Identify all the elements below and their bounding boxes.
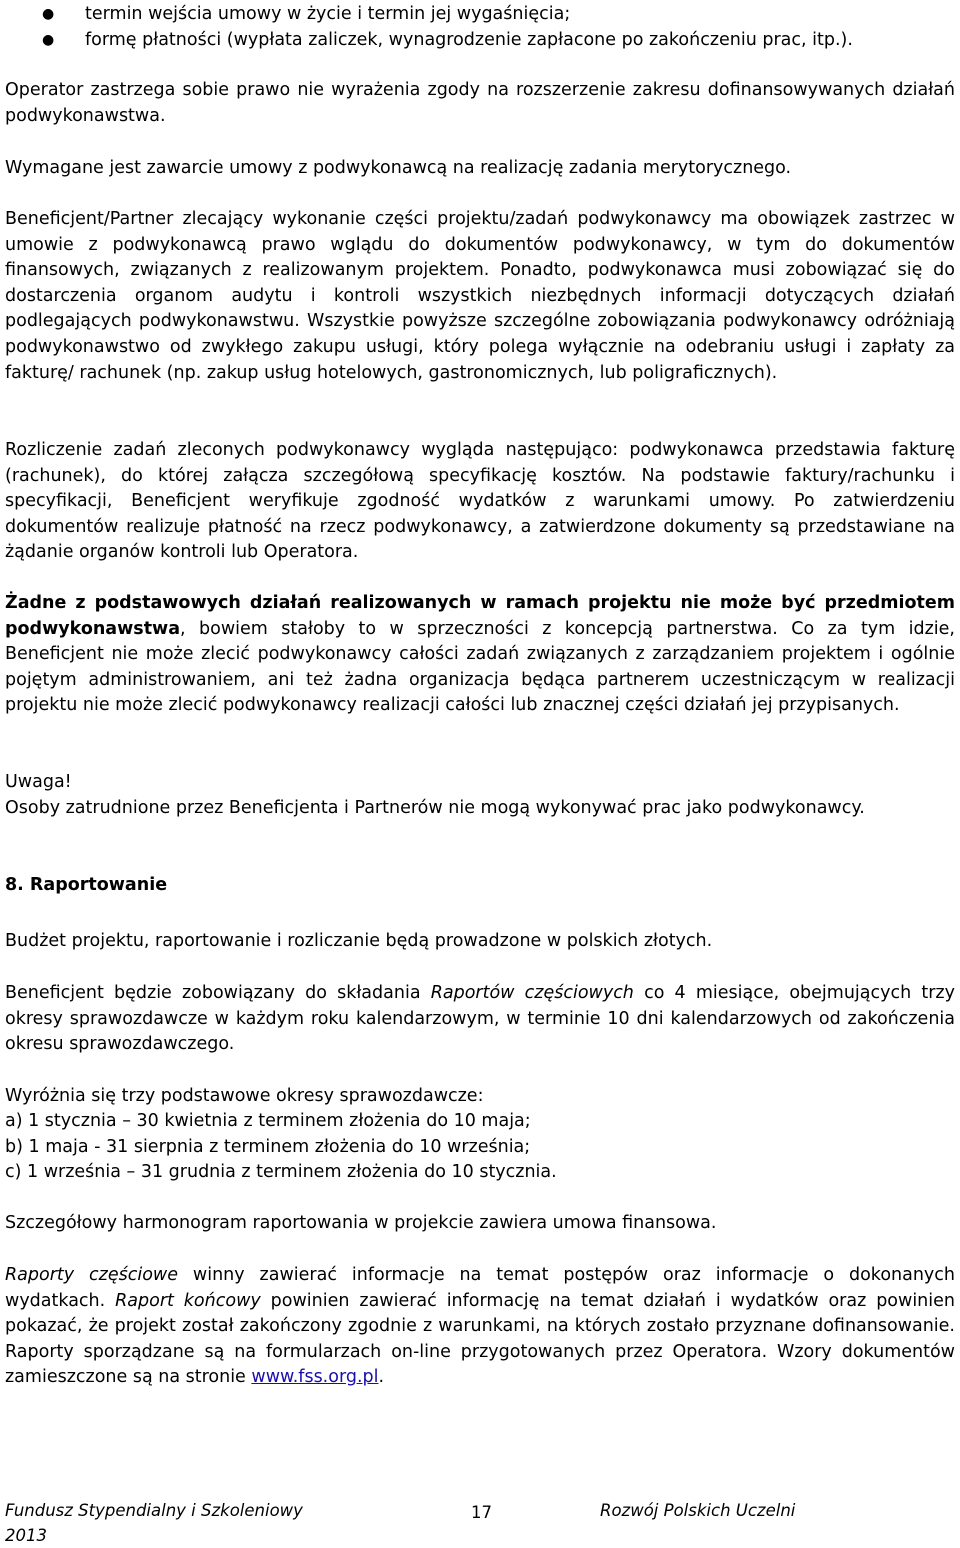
footer-fund-name: Fundusz Stypendialny i Szkoleniowy [5, 1501, 303, 1520]
page-footer [5, 1498, 955, 1546]
footer-program-name: Rozwój Polskich Uczelni [600, 1501, 796, 1520]
okres-item: c) 1 września – 31 grudnia z terminem złożenia do 10 stycznia. [5, 1162, 557, 1182]
okres-item: b) 1 maja - 31 sierpnia z terminem złożenia do 10 września; [5, 1137, 531, 1157]
footer-year: 2013 [5, 1526, 47, 1545]
paragraph-budzet: Budżet projektu, raportowanie i rozliczanie będą prowadzone w polskich złotych. [5, 931, 713, 951]
text-segment: Beneficjent będzie zobowiązany do składania [5, 983, 431, 1003]
text-segment: winny zawierać informacje na temat postępów oraz informacje o dokonanych wydatkach. [5, 1265, 956, 1311]
paragraph-zadne-rest: , bowiem stałoby to w sprzeczności z koncepcją partnerstwa. Co za tym idzie, Beneficjent nie może zlecić podwykonawcy całości zadań związanych z zarządzaniem projektem i ogólnie pojętym administrowaniem, ani też żadna organizacja będąca partnerem uczestniczącym w realizacji projektu nie może zlecić podwykonawcy realizacji całości lub znacznej części działań jej przypisanych. [5, 618, 955, 716]
okresy-intro: Wyróżnia się trzy podstawowe okresy sprawozdawcze: [5, 1086, 484, 1106]
section-heading: 8. Raportowanie [5, 875, 168, 895]
okres-item: a) 1 stycznia – 30 kwietnia z terminem złożenia do 10 maja; [5, 1111, 531, 1131]
paragraph-zadne [5, 591, 955, 719]
bullet-text: formę płatności (wypłata zaliczek, wynagrodzenie zapłacone po zakończeniu prac, itp.). [85, 30, 853, 50]
uwaga-label: Uwaga! [5, 772, 72, 792]
italic-term: Raportów częściowych [430, 983, 634, 1003]
paragraph-rozliczenie: Rozliczenie zadań zleconych podwykonawcy wygląda następująco: podwykonawca przedstawia fakturę (rachunek), do której załącza szczegółową specyfikację kosztów. Na podstawie faktury/rachunku i specyfikacji, Beneficjent weryfikuje zgodność wydatków z warunkami umowy. Po zatwierdzeniu dokumentów realizuje płatność na rzecz podwykonawcy, a zatwierdzone dokumenty są przedstawiane na żądanie organów kontroli lub Operatora. [5, 440, 955, 563]
text-segment: powinien zawierać informację na temat działań i wydatków oraz powinien pokazać, że projekt został zakończony zgodnie z warunkami, na których zostało przyznane dofinansowanie. Raporty sporządzane są na formularzach on-line przygotowanych przez Operatora. Wzory dokumentów zamieszczone są na stronie [5, 1290, 955, 1388]
uwaga-text: Osoby zatrudnione przez Beneficjenta i Partnerów nie mogą wykonywać prac jako podwykonawcy. [5, 798, 865, 818]
footer-left [5, 1498, 303, 1548]
paragraph-raporty-czesciowe [5, 981, 955, 1058]
paragraph-raporty [5, 1263, 955, 1391]
page-number: 17 [471, 1503, 492, 1522]
paragraph-operator: Operator zastrzega sobie prawo nie wyrażenia zgody na rozszerzenie zakresu dofinansowywanych działań podwykonawstwa. [5, 80, 955, 126]
italic-term: Raporty częściowe [5, 1265, 178, 1285]
paragraph-beneficjent: Beneficjent/Partner zlecający wykonanie części projektu/zadań podwykonawcy ma obowiązek zastrzec w umowie z podwykonawcą prawo wglądu do dokumentów podwykonawcy, w tym do dokumentów finansowych, związanych z realizowanym projektem. Ponadto, podwykonawca musi zobowiązać się do dostarczenia organom audytu i kontroli wszystkich niezbędnych informacji dotyczących działań podlegających podwykonawstwu. Wszystkie powyższe szczególne zobowiązania podwykonawcy odróżniają podwykonawstwo od zwykłego zakupu usługi, który polega wyłącznie na odebraniu usługi i zapłaty za fakturę/ rachunek (np. zakup usług hotelowych, gastronomicznych, lub poligraficznych). [5, 209, 955, 383]
bullet-icon: ● [42, 32, 55, 48]
paragraph-zadne-bold: Żadne z podstawowych działań realizowanych w ramach projektu nie może być przedmiotem podwykonawstwa [5, 593, 955, 639]
text-segment: . [378, 1367, 385, 1388]
italic-term: Raport końcowy [115, 1290, 261, 1311]
bullet-icon: ● [42, 6, 55, 22]
website-link[interactable]: www.fss.org.pl [251, 1367, 379, 1388]
paragraph-wymagane: Wymagane jest zawarcie umowy z podwykonawcą na realizację zadania merytorycznego. [5, 158, 792, 178]
paragraph-harmonogram: Szczegółowy harmonogram raportowania w projekcie zawiera umowa finansowa. [5, 1213, 717, 1233]
bullet-text: termin wejścia umowy w życie i termin jej wygaśnięcia; [85, 4, 571, 24]
text-segment: co 4 miesiące, obejmujących trzy okresy sprawozdawcze w każdym roku kalendarzowym, w terminie 10 dni kalendarzowych od zakończenia okresu sprawozdawczego. [5, 983, 955, 1055]
